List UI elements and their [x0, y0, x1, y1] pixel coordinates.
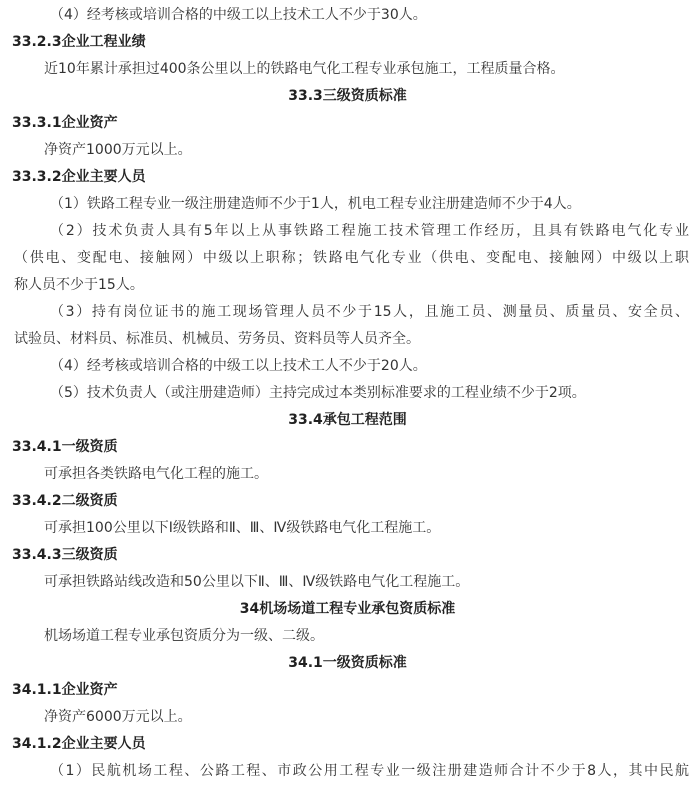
paragraph-line: （1）铁路工程专业一级注册建造师不少于1人，机电工程专业注册建造师不少于4人。 [50, 196, 581, 212]
paragraph-line: 称人员不少于15人。 [14, 277, 144, 293]
section-heading: 34.1.2企业主要人员 [12, 736, 146, 752]
section-title: 34机场场道工程专业承包资质标准 [239, 601, 456, 617]
section-heading: 33.4.2二级资质 [12, 493, 118, 509]
section-heading: 33.2.3企业工程业绩 [12, 34, 146, 50]
paragraph-line: 可承担各类铁路电气化工程的施工。 [44, 466, 268, 482]
section-heading: 33.4.1一级资质 [12, 439, 118, 455]
paragraph-line: 试验员、材料员、标准员、机械员、劳务员、资料员等人员齐全。 [14, 331, 420, 347]
paragraph-line: （4）经考核或培训合格的中级工以上技术工人不少于20人。 [50, 358, 427, 374]
paragraph-line: 可承担铁路站线改造和50公里以下Ⅱ、Ⅲ、Ⅳ级铁路电气化工程施工。 [44, 574, 470, 590]
paragraph-line: （供电、变配电、接触网）中级以上职称；铁路电气化专业（供电、变配电、接触网）中级以上职 [14, 250, 689, 266]
section-title: 33.3三级资质标准 [288, 88, 407, 104]
section-title: 33.4承包工程范围 [288, 412, 407, 428]
paragraph-line: 机场场道工程专业承包资质分为一级、二级。 [44, 628, 324, 644]
section-title: 34.1一级资质标准 [288, 655, 407, 671]
section-heading: 33.4.3三级资质 [12, 547, 118, 563]
paragraph-line: 可承担100公里以下Ⅰ级铁路和Ⅱ、Ⅲ、Ⅳ级铁路电气化工程施工。 [44, 520, 441, 536]
paragraph-line: （3）持有岗位证书的施工现场管理人员不少于15人，且施工员、测量员、质量员、安全员、 [50, 304, 689, 320]
paragraph-line: 净资产6000万元以上。 [44, 709, 192, 725]
paragraph-line: 净资产1000万元以上。 [44, 142, 192, 158]
paragraph-line: （1）民航机场工程、公路工程、市政公用工程专业一级注册建造师合计不少于8人，其中民航 [50, 763, 689, 779]
paragraph-line: （5）技术负责人（或注册建造师）主持完成过本类别标准要求的工程业绩不少于2项。 [50, 385, 586, 401]
paragraph-line: （4）经考核或培训合格的中级工以上技术工人不少于30人。 [50, 7, 427, 23]
section-heading: 33.3.1企业资产 [12, 115, 118, 131]
paragraph-line: 近10年累计承担过400条公里以上的铁路电气化工程专业承包施工，工程质量合格。 [44, 61, 565, 77]
section-heading: 34.1.1企业资产 [12, 682, 118, 698]
paragraph-line: （2）技术负责人具有5年以上从事铁路工程施工技术管理工作经历，且具有铁路电气化专业 [50, 223, 689, 239]
section-heading: 33.3.2企业主要人员 [12, 169, 146, 185]
